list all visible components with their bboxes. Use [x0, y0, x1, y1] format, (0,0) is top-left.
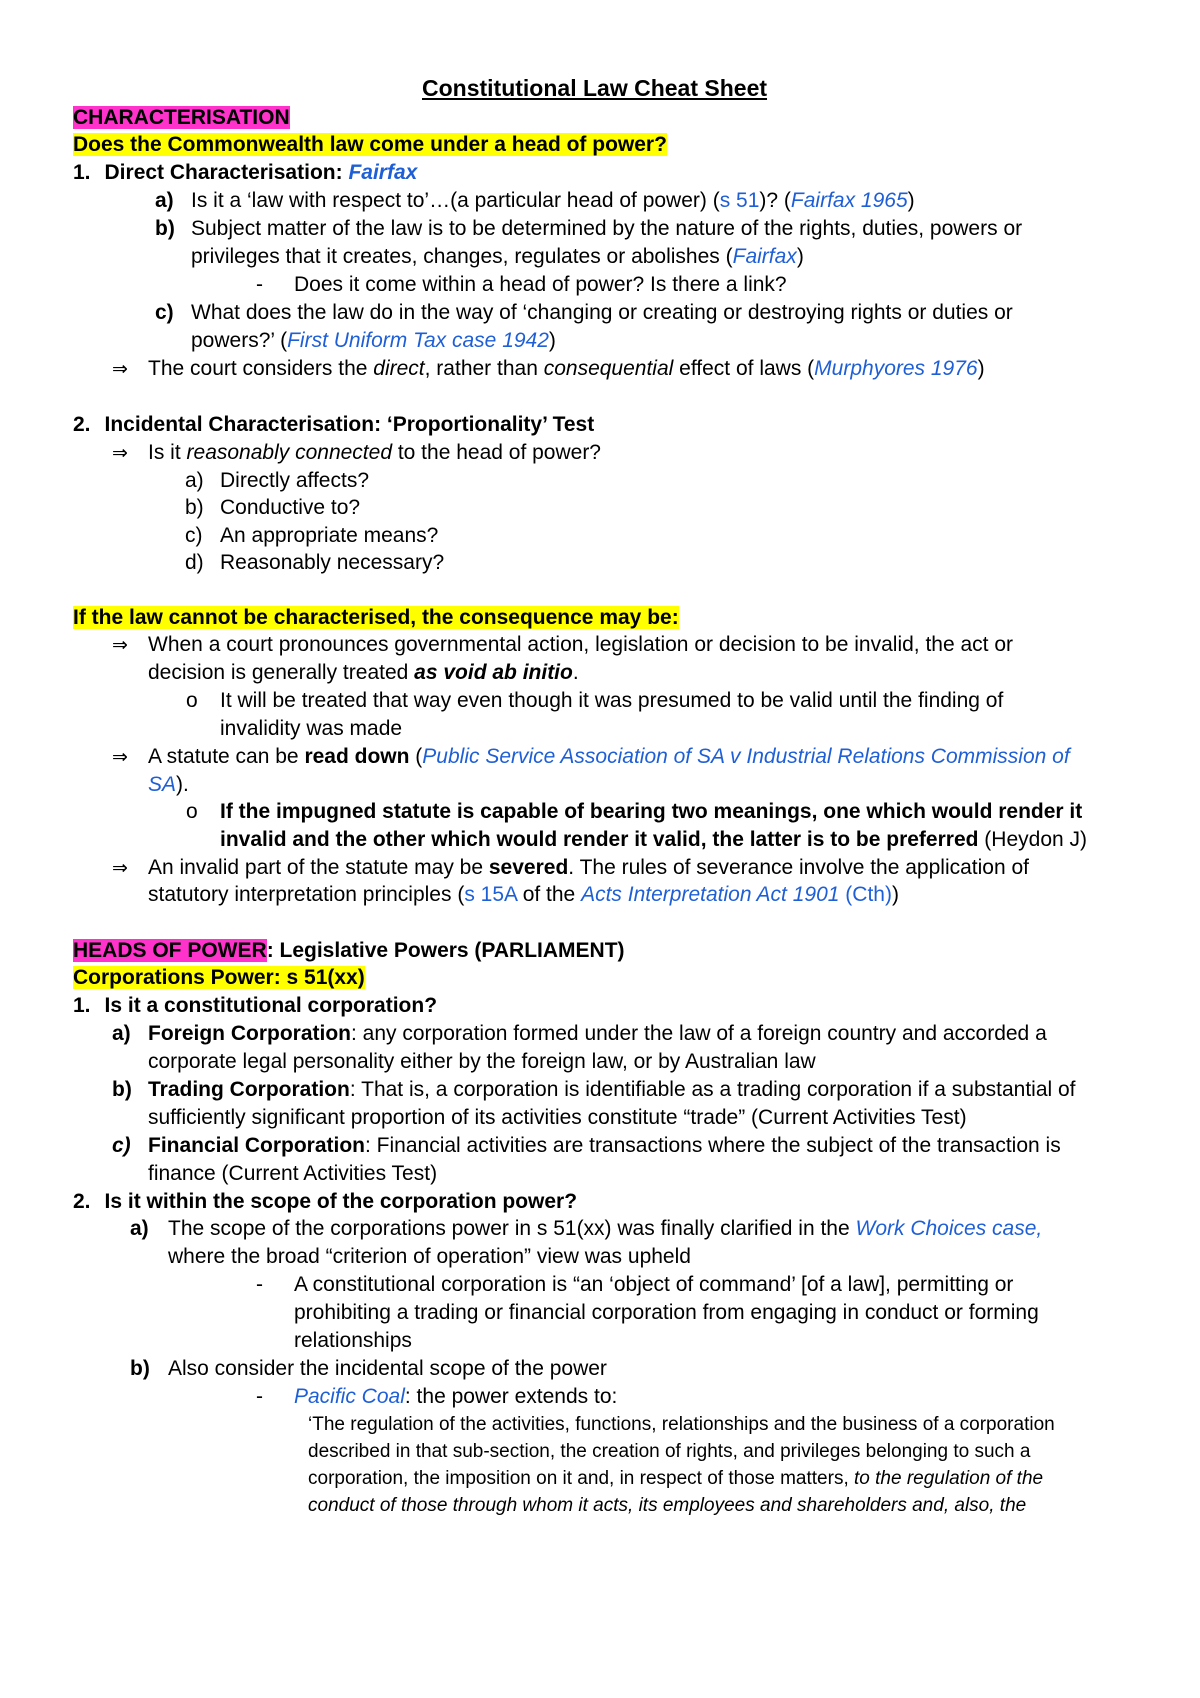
- scope-item-a-sub-cont: prohibiting a trading or financial corporation from engaging in conduct or forming: [294, 1301, 1039, 1324]
- financial-corporation-item: c) Financial Corporation: Financial activities are transactions where the subject of the transaction is: [112, 1134, 1061, 1157]
- foreign-corporation-cont: corporate legal personality either by the foreign law, or by Australian law: [148, 1050, 816, 1073]
- consequence-read-down-sub-cont: invalid and the other which would render it valid, the latter is to be preferred (Heydon J): [220, 828, 1088, 851]
- list-item: a) Directly affects?: [185, 469, 369, 492]
- scope-item-b-sub: - Pacific Coal: the power extends to:: [256, 1385, 618, 1408]
- consequence-void: ⇒ When a court pronounces governmental action, legislation or decision to be invalid, the act or: [112, 631, 1013, 659]
- list-item: c) An appropriate means?: [185, 524, 439, 547]
- arrow-icon: ⇒: [112, 358, 128, 380]
- consequence-read-down: ⇒ A statute can be read down (Public Service Association of SA v Industrial Relations Commission of: [112, 743, 1070, 771]
- scope-item-a-sub: - A constitutional corporation is “an ‘object of command’ [of a law], permitting or: [256, 1273, 1014, 1296]
- page-title: Constitutional Law Cheat Sheet: [422, 75, 768, 101]
- scope-question: 2. Is it within the scope of the corporation power?: [73, 1190, 578, 1213]
- characterisation-question: Does the Commonwealth law come under a head of power?: [73, 133, 667, 156]
- foreign-corporation-item: a) Foreign Corporation: any corporation formed under the law of a foreign country and accorded a: [112, 1022, 1047, 1045]
- trading-corporation-item: b) Trading Corporation: That is, a corporation is identifiable as a trading corporation if a substantial of: [112, 1078, 1076, 1101]
- consequence-read-down-cont: SA).: [148, 773, 189, 796]
- arrow-icon: ⇒: [112, 442, 128, 464]
- incidental-question: ⇒ Is it reasonably connected to the head of power?: [112, 439, 601, 467]
- corporations-power-heading: Corporations Power: s 51(xx): [73, 966, 365, 989]
- scope-item-a: a) The scope of the corporations power in s 51(xx) was finally clarified in the Work Choices case,: [130, 1217, 1043, 1240]
- direct-item-b-sub: - Does it come within a head of power? Is there a link?: [256, 273, 787, 296]
- constitutional-corporation-question: 1. Is it a constitutional corporation?: [73, 994, 438, 1017]
- arrow-icon: ⇒: [112, 634, 128, 656]
- bullet-icon: o: [186, 689, 198, 712]
- consequence-severed-cont: statutory interpretation principles (s 15A of the Acts Interpretation Act 1901 (Cth)): [148, 883, 899, 906]
- list-item: d) Reasonably necessary?: [185, 551, 445, 574]
- consequence-heading: If the law cannot be characterised, the consequence may be:: [73, 606, 679, 629]
- scope-item-b: b) Also consider the incidental scope of the power: [130, 1357, 607, 1380]
- consequence-void-sub-cont: invalidity was made: [220, 717, 403, 740]
- direct-item-a: a) Is it a ‘law with respect to’…(a particular head of power) (s 51)? (Fairfax 1965): [155, 189, 915, 212]
- bullet-icon: o: [186, 800, 198, 823]
- financial-corporation-cont: finance (Current Activities Test): [148, 1162, 438, 1185]
- direct-characterisation-heading: 1. Direct Characterisation: Fairfax: [73, 161, 418, 184]
- section-heading-characterisation: CHARACTERISATION: [73, 106, 290, 129]
- trading-corporation-cont: sufficiently significant proportion of its activities constitute “trade” (Current Activities Test): [148, 1106, 967, 1129]
- quote-line: conduct of those through whom it acts, its employees and shareholders and, also, the: [308, 1495, 1027, 1516]
- scope-item-a-sub-cont: relationships: [294, 1329, 412, 1352]
- direct-note: ⇒ The court considers the direct, rather than consequential effect of laws (Murphyores 1976): [112, 355, 985, 383]
- arrow-icon: ⇒: [112, 857, 128, 879]
- quote-line: corporation, the imposition on it and, in respect of those matters, to the regulation of the: [308, 1468, 1044, 1489]
- consequence-void-sub: o It will be treated that way even though it was presumed to be valid until the finding of: [186, 687, 1003, 715]
- consequence-severed: ⇒ An invalid part of the statute may be severed. The rules of severance involve the application of: [112, 854, 1029, 882]
- direct-item-b: b) Subject matter of the law is to be determined by the nature of the rights, duties, powers or: [155, 217, 1023, 240]
- incidental-characterisation-heading: 2. Incidental Characterisation: ‘Proportionality’ Test: [73, 413, 595, 436]
- consequence-read-down-sub: o If the impugned statute is capable of bearing two meanings, one which would render it: [186, 798, 1082, 826]
- quote-line: ‘The regulation of the activities, functions, relationships and the business of a corporation: [308, 1414, 1055, 1435]
- list-item: b) Conductive to?: [185, 496, 361, 519]
- direct-item-b-cont: privileges that it creates, changes, regulates or abolishes (Fairfax): [191, 245, 804, 268]
- section-heading-heads-of-power: HEADS OF POWER: Legislative Powers (PARLIAMENT): [73, 939, 625, 962]
- direct-item-c-cont: powers?’ (First Uniform Tax case 1942): [191, 329, 556, 352]
- direct-item-c: c) What does the law do in the way of ‘changing or creating or destroying rights or duties or: [155, 301, 1013, 324]
- consequence-void-cont: decision is generally treated as void ab initio.: [148, 661, 579, 684]
- quote-line: described in that sub-section, the creation of rights, and privileges belonging to such a: [308, 1441, 1031, 1462]
- arrow-icon: ⇒: [112, 746, 128, 768]
- scope-item-a-cont: where the broad “criterion of operation” view was upheld: [168, 1245, 691, 1268]
